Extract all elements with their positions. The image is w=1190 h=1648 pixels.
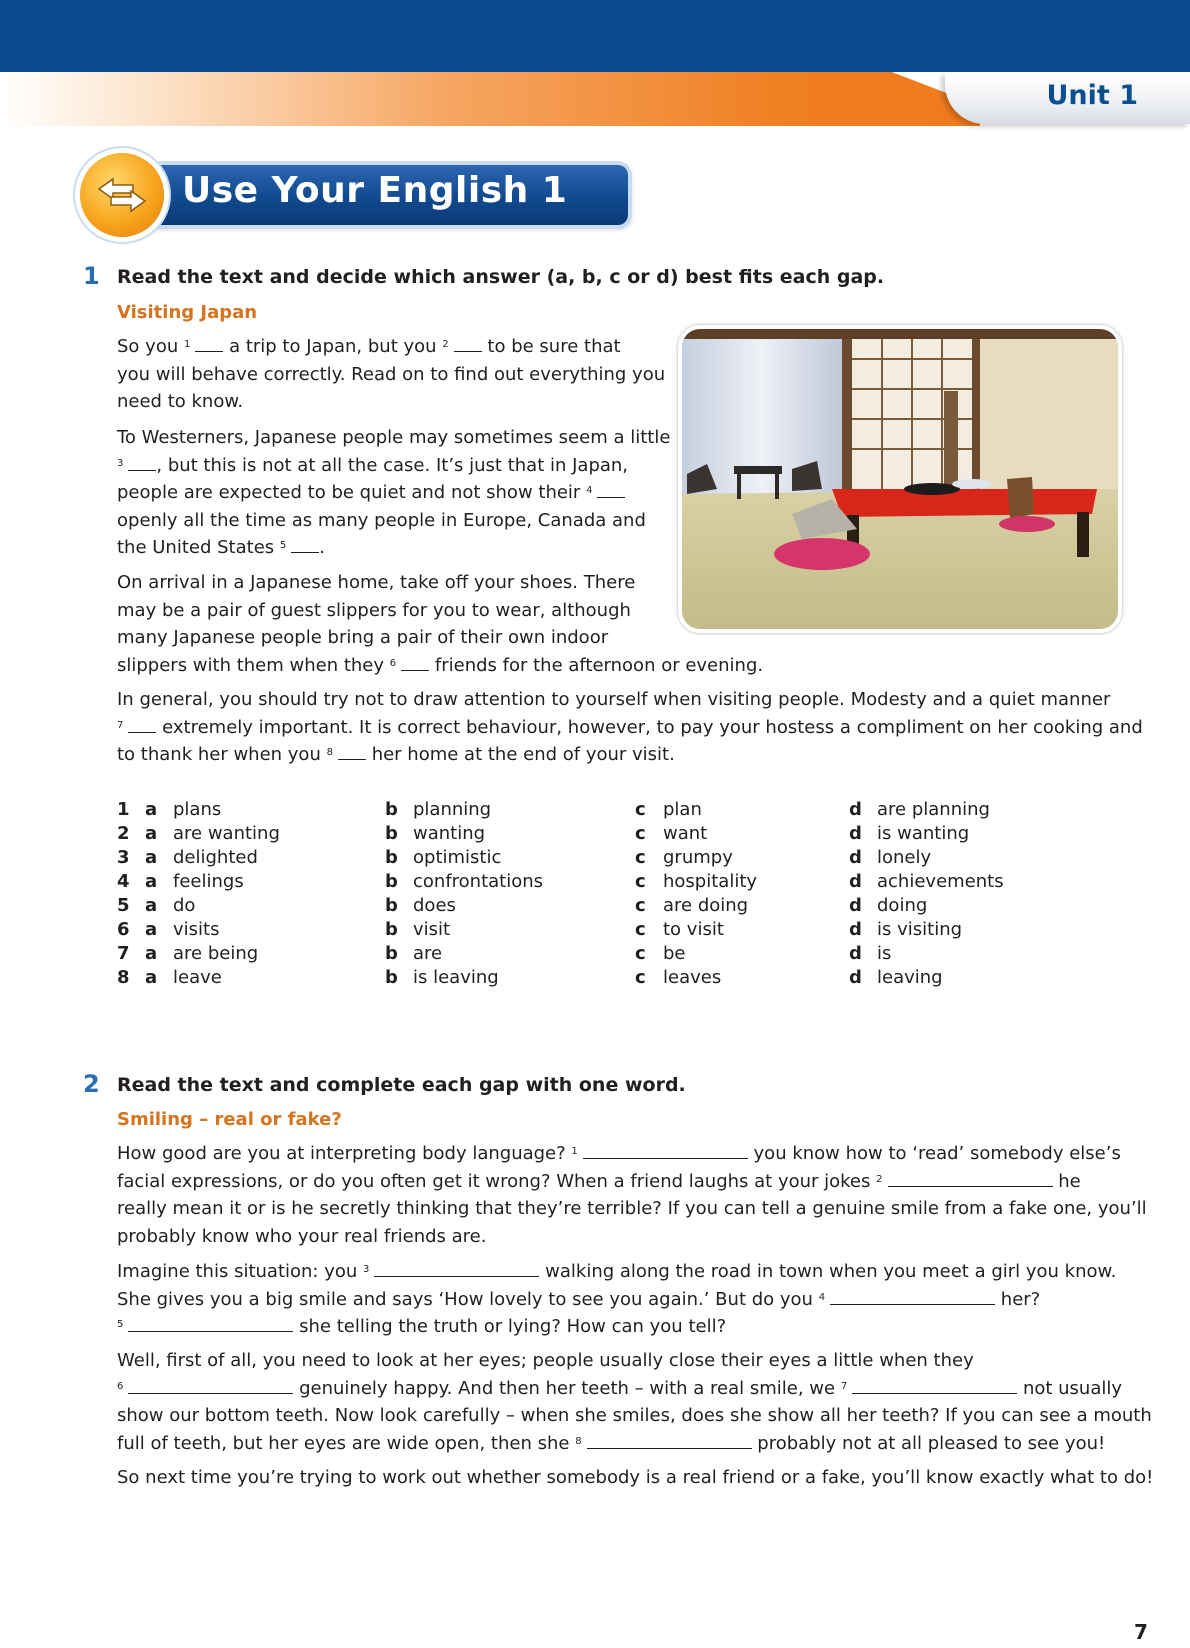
option-letter: d	[849, 871, 862, 892]
exercise-2-instruction: Read the text and complete each gap with one word.	[117, 1074, 686, 1096]
unit-tab	[945, 72, 1190, 124]
exercise-1-subtitle: Visiting Japan	[117, 302, 258, 323]
option-letter: a	[145, 871, 158, 892]
section-badge	[80, 153, 568, 241]
option-d: doing	[877, 895, 928, 916]
ex1-paragraph-2: To Westerners, Japanese people may sometimes seem a little $^3$ , but this is not at all the case. It’s just that in Japan, people are expected to be quiet and not show their $^4$ openly all the time as many people in Europe, Canada and the United States $^5$ .	[117, 427, 671, 558]
gap	[338, 745, 366, 760]
option-number: 5	[117, 895, 130, 916]
option-row	[117, 823, 1017, 847]
option-number: 1	[117, 799, 130, 820]
gap	[852, 1379, 1017, 1394]
option-letter: c	[635, 871, 646, 892]
gap	[128, 1379, 293, 1394]
option-b: optimistic	[413, 847, 502, 868]
exercise-1-options	[117, 799, 1017, 991]
ex2-paragraph-1: How good are you at interpreting body language? $^1$ you know how to ‘read’ somebody else’s facial expressions, or do you often get it wrong? When a friend laughs at your jokes $^2$ he really mean it or is he secretly thinking that they’re terrible? If you can tell a genuine smile from a fake one, you’ll probably know who your real friends are.	[117, 1143, 1147, 1247]
option-row	[117, 871, 1017, 895]
option-letter: a	[145, 919, 158, 940]
option-number: 7	[117, 943, 130, 964]
option-a: do	[173, 895, 196, 916]
option-letter: c	[635, 943, 646, 964]
gap	[830, 1290, 995, 1305]
option-letter: b	[385, 943, 398, 964]
option-c: be	[663, 943, 686, 964]
section-title: Use Your English 1	[182, 170, 568, 211]
gap	[401, 656, 429, 671]
option-row	[117, 799, 1017, 823]
exercise-1-instruction: Read the text and decide which answer (a, b, c or d) best fits each gap.	[117, 266, 885, 288]
option-d: is wanting	[877, 823, 970, 844]
option-letter: d	[849, 823, 862, 844]
option-a: visits	[173, 919, 220, 940]
option-d: is visiting	[877, 919, 963, 940]
option-d: are planning	[877, 799, 990, 820]
option-letter: c	[635, 847, 646, 868]
ex1-paragraph-3: On arrival in a Japanese home, take off your shoes. There may be a pair of guest slippers for you to wear, although many Japanese people bring a pair of their own indoor slippers with them when they $^6$ friends for the afternoon or evening.	[117, 572, 764, 676]
option-c: hospitality	[663, 871, 758, 892]
option-letter: c	[635, 919, 646, 940]
option-b: are	[413, 943, 443, 964]
option-d: lonely	[877, 847, 932, 868]
option-row	[117, 943, 1017, 967]
option-letter: c	[635, 895, 646, 916]
header-swoosh	[0, 72, 980, 126]
option-letter: a	[145, 943, 158, 964]
gap	[583, 1144, 748, 1159]
option-number: 4	[117, 871, 130, 892]
option-c: plan	[663, 799, 702, 820]
unit-label: Unit 1	[1046, 80, 1138, 111]
option-letter: c	[635, 823, 646, 844]
option-c: are doing	[663, 895, 749, 916]
option-b: wanting	[413, 823, 486, 844]
option-a: are being	[173, 943, 259, 964]
gap	[291, 538, 319, 553]
option-number: 8	[117, 967, 130, 988]
option-a: are wanting	[173, 823, 280, 844]
option-letter: a	[145, 823, 158, 844]
arrows-icon	[80, 153, 164, 237]
gap	[587, 1434, 752, 1449]
ex2-paragraph-2: Imagine this situation: you $^3$ walking along the road in town when you meet a girl you know. She gives you a big smile and says ‘How lovely to see you again.’ But do you $^4$ her? $^5$ she telling the truth or lying? How can you tell?	[117, 1261, 1117, 1337]
option-d: achievements	[877, 871, 1004, 892]
option-a: plans	[173, 799, 222, 820]
option-letter: a	[145, 799, 158, 820]
option-letter: a	[145, 967, 158, 988]
option-c: want	[663, 823, 708, 844]
option-b: planning	[413, 799, 492, 820]
exercise-2-number: 2	[83, 1070, 100, 1098]
option-a: delighted	[173, 847, 258, 868]
option-letter: a	[145, 895, 158, 916]
japanese-room-photo	[678, 325, 1122, 633]
option-letter: d	[849, 847, 862, 868]
option-letter: b	[385, 847, 398, 868]
option-number: 2	[117, 823, 130, 844]
gap	[597, 483, 625, 498]
option-letter: b	[385, 967, 398, 988]
gap	[128, 1317, 293, 1332]
option-c: to visit	[663, 919, 724, 940]
option-b: visit	[413, 919, 451, 940]
option-a: leave	[173, 967, 222, 988]
option-d: is	[877, 943, 892, 964]
option-b: confrontations	[413, 871, 544, 892]
option-letter: d	[849, 895, 862, 916]
option-number: 6	[117, 919, 130, 940]
ex2-paragraph-4: So next time you’re trying to work out whether somebody is a real friend or a fake, you’ll know exactly what to do!	[117, 1467, 1154, 1488]
gap	[454, 337, 482, 352]
option-letter: d	[849, 919, 862, 940]
option-b: is leaving	[413, 967, 499, 988]
header-bar	[0, 0, 1190, 72]
option-c: leaves	[663, 967, 722, 988]
option-row	[117, 967, 1017, 991]
exercise-1-number: 1	[83, 262, 100, 290]
option-letter: c	[635, 799, 646, 820]
gap	[128, 456, 156, 471]
gap	[374, 1262, 539, 1277]
option-letter: c	[635, 967, 646, 988]
option-row	[117, 895, 1017, 919]
option-a: feelings	[173, 871, 244, 892]
option-row	[117, 919, 1017, 943]
page-number: 7	[1134, 1620, 1148, 1644]
option-letter: b	[385, 799, 398, 820]
option-letter: b	[385, 823, 398, 844]
option-letter: b	[385, 919, 398, 940]
ex1-paragraph-4: In general, you should try not to draw attention to yourself when visiting people. Modesty and a quiet manner $^7$ extremely important. It is correct behaviour, however, to pay your hostess a compliment on her cooking and to thank her when you $^8$ her home at the end of your visit.	[117, 689, 1143, 765]
option-row	[117, 847, 1017, 871]
option-letter: d	[849, 943, 862, 964]
option-letter: d	[849, 967, 862, 988]
gap	[888, 1172, 1053, 1187]
ex1-paragraph-1: So you $^1$ a trip to Japan, but you $^2$ to be sure that you will behave correctly. Read on to find out everything you need to know.	[117, 336, 666, 412]
ex2-paragraph-3: Well, first of all, you need to look at her eyes; people usually close their eyes a little when they $^6$ genuinely happy. And then her teeth – with a real smile, we $^7$ not usually show our bottom teeth. Now look carefully – when she smiles, does she show all her teeth? If you can see a mouth full of teeth, but her eyes are wide open, then she $^8$ probably not at all pleased to see you!	[117, 1350, 1152, 1454]
option-letter: b	[385, 895, 398, 916]
option-b: does	[413, 895, 456, 916]
option-d: leaving	[877, 967, 943, 988]
option-c: grumpy	[663, 847, 733, 868]
option-letter: d	[849, 799, 862, 820]
option-letter: b	[385, 871, 398, 892]
exercise-2-subtitle: Smiling – real or fake?	[117, 1109, 342, 1130]
option-number: 3	[117, 847, 130, 868]
gap	[128, 718, 156, 733]
gap	[195, 337, 223, 352]
option-letter: a	[145, 847, 158, 868]
